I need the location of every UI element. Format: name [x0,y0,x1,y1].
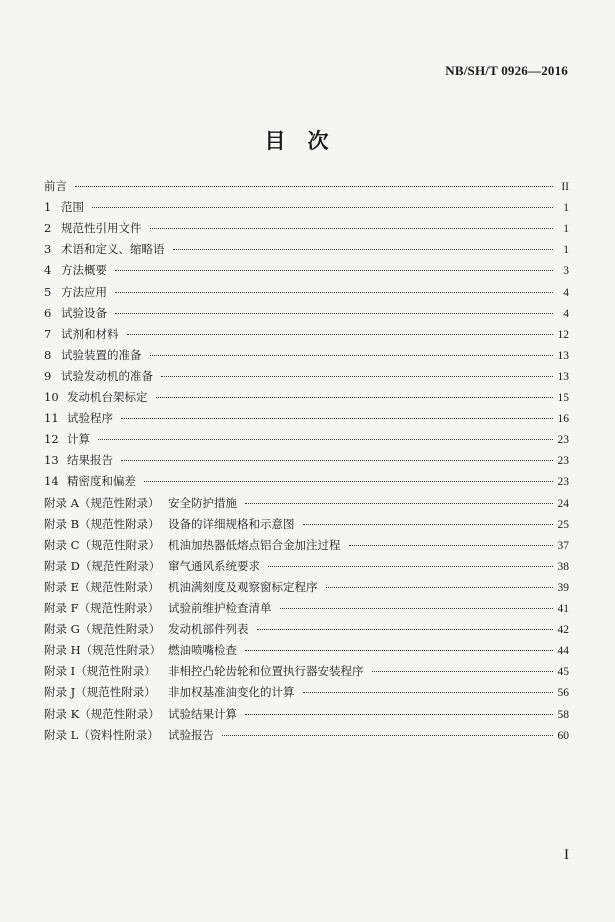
dot-leader [115,291,553,293]
toc-entry-label: 术语和定义、缩略语 [61,242,165,257]
toc-entry-label: 试验结果计算 [168,706,237,721]
toc-entry-number: 6 [44,305,52,320]
toc-entry-number: 10 [44,390,59,404]
toc-entry-page: 3 [563,265,569,278]
toc-entry-label: 计算 [67,432,90,447]
toc-entry-page: 1 [563,202,569,215]
toc-entry[interactable] [44,579,569,595]
toc-entry[interactable] [44,452,569,468]
toc-entry-number: 附录 J（规范性附录） [44,685,156,700]
toc-entry-label: 设备的详细规格和示意图 [168,516,295,531]
toc-entry-page: 23 [557,434,569,447]
toc-entry-page: 60 [557,729,569,742]
toc-entry-page: 13 [557,370,569,383]
dot-leader [245,502,553,504]
toc-entry[interactable] [44,389,569,405]
toc-entry[interactable] [44,431,569,447]
toc-entry[interactable] [44,262,569,278]
toc-entry-page: II [561,181,569,193]
toc-entry-label: 规范性引用文件 [61,221,142,236]
toc-entry-page: 4 [563,307,569,320]
dot-leader [115,312,553,314]
dot-leader [326,586,554,588]
dot-leader [303,691,554,693]
toc-entry-number: 11 [44,411,59,426]
toc-entry-page: 15 [557,392,569,404]
toc-entry-label: 结果报告 [67,453,113,468]
toc-entry-page: 23 [557,455,569,468]
dot-leader [144,480,553,482]
dot-leader [127,333,554,335]
toc-entry-page: 12 [557,328,569,341]
toc-entry-page: 42 [557,624,569,637]
dot-leader [156,396,554,398]
toc-entry-page: 1 [563,244,569,257]
dot-leader [75,185,553,187]
toc-entry-number: 附录 H（规范性附录） [44,643,162,658]
toc-entry-label: 精密度和偏差 [67,474,136,489]
toc-entry-page: 45 [557,666,569,679]
toc-entry[interactable] [44,495,569,511]
toc-entry-label: 发动机部件列表 [168,622,249,637]
toc-entry-label: 窜气通风系统要求 [168,558,260,573]
toc-entry-label: 安全防护措施 [168,495,237,510]
toc-entry[interactable] [44,558,569,574]
toc-entry[interactable] [44,347,569,363]
toc-entry[interactable] [44,516,569,532]
toc-entry[interactable] [44,410,569,426]
page-number: I [564,847,569,863]
toc-entry-label: 方法概要 [61,263,107,278]
toc-entry-page: 58 [557,708,569,721]
toc-entry-number: 附录 A（规范性附录） [44,495,160,510]
dot-leader [98,438,553,440]
toc-entry[interactable] [44,199,569,215]
toc-entry[interactable] [44,642,569,658]
toc-entry-page: 44 [557,645,569,658]
toc-entry-number: 7 [44,326,52,341]
toc-entry-number: 附录 I（规范性附录） [44,664,156,679]
toc-entry[interactable] [44,684,569,700]
toc-entry-page: 39 [557,581,569,594]
dot-leader [150,354,554,356]
toc-entry-number: 12 [44,432,59,447]
toc-entry[interactable] [44,663,569,679]
dot-leader [222,734,553,736]
toc-entry-page: 24 [557,497,569,510]
toc-entry[interactable] [44,220,569,236]
toc-entry-number: 13 [44,453,59,468]
toc-entry-label: 前言 [44,179,67,193]
toc-entry-label: 燃油喷嘴检查 [168,643,237,658]
toc-entry-number: 附录 B（规范性附录） [44,516,160,531]
dot-leader [268,565,553,567]
toc-entry-number: 附录 C（规范性附录） [44,537,160,552]
dot-leader [257,628,554,630]
dot-leader [115,269,553,271]
toc-entry-label: 发动机台架标定 [67,390,148,404]
dot-leader [173,248,554,250]
toc-entry-number: 附录 L（资料性附录） [44,727,159,742]
toc-entry-number: 附录 G（规范性附录） [44,622,161,637]
toc-entry-page: 38 [557,560,569,573]
document-code: NB/SH/T 0926—2016 [445,63,568,78]
toc-entry[interactable] [44,621,569,637]
dot-leader [245,713,553,715]
toc-entry-number: 4 [44,263,52,278]
toc-entry-page: 1 [563,223,569,236]
toc-entry[interactable] [44,326,569,342]
toc-entry[interactable] [44,368,569,384]
toc-entry[interactable] [44,600,569,616]
page-title: 目次 [264,128,351,153]
toc-entry-label: 方法应用 [61,284,107,299]
toc-entry-label: 试验报告 [168,727,214,742]
toc-entry-number: 5 [44,284,52,299]
dot-leader [372,670,554,672]
toc-entry-page: 56 [557,687,569,700]
toc-entry[interactable] [44,178,569,194]
toc-entry-number: 2 [44,221,52,236]
dot-leader [280,607,554,609]
toc-entry[interactable] [44,473,569,489]
toc-entry-number: 14 [44,474,59,489]
toc-entry-label: 试验发动机的准备 [61,368,153,383]
toc-entry-label: 试验程序 [67,411,113,426]
toc-entry[interactable] [44,706,569,722]
toc-entry-number: 1 [44,200,52,215]
toc-entry-page: 23 [557,476,569,489]
dot-leader [245,649,553,651]
toc-entry-number: 8 [44,347,52,362]
toc-entry-page: 16 [557,413,569,426]
dot-leader [349,544,554,546]
toc-entry-number: 附录 F（规范性附录） [44,601,160,615]
toc-entry-number: 附录 D（规范性附录） [44,558,161,573]
toc-entry-label: 试验设备 [61,305,107,320]
toc-entry-label: 机油满刻度及观察窗标定程序 [168,579,318,594]
dot-leader [92,206,553,208]
toc-entry[interactable] [44,727,569,743]
toc-entry-number: 附录 E（规范性附录） [44,579,160,594]
toc-entry-label: 试剂和材料 [61,326,119,341]
toc-entry-number: 附录 K（规范性附录） [44,706,160,721]
toc-entry[interactable] [44,241,569,257]
toc-entry-label: 机油加热器低熔点铝合金加注过程 [168,537,341,552]
dot-leader [121,417,553,419]
toc-entry-label: 非加权基准油变化的计算 [168,685,295,700]
toc-entry-page: 41 [557,603,569,615]
dot-leader [150,227,554,229]
dot-leader [303,523,554,525]
toc-entry-page: 4 [563,286,569,299]
dot-leader [161,375,553,377]
toc-entry-number: 9 [44,368,52,383]
toc-entry-page: 13 [557,349,569,362]
toc-entry-page: 25 [557,518,569,531]
toc-entry-label: 试验装置的准备 [61,347,142,362]
toc-entry[interactable] [44,284,569,300]
toc-entry-label: 范围 [61,200,84,215]
toc-entry-label: 试验前维护检查清单 [168,601,272,615]
toc-entry[interactable] [44,305,569,321]
toc-entry[interactable] [44,537,569,553]
dot-leader [121,459,553,461]
toc-entry-number: 3 [44,242,52,257]
toc-entry-label: 非相控凸轮齿轮和位置执行器安装程序 [168,664,364,679]
toc-entry-page: 37 [557,539,569,552]
